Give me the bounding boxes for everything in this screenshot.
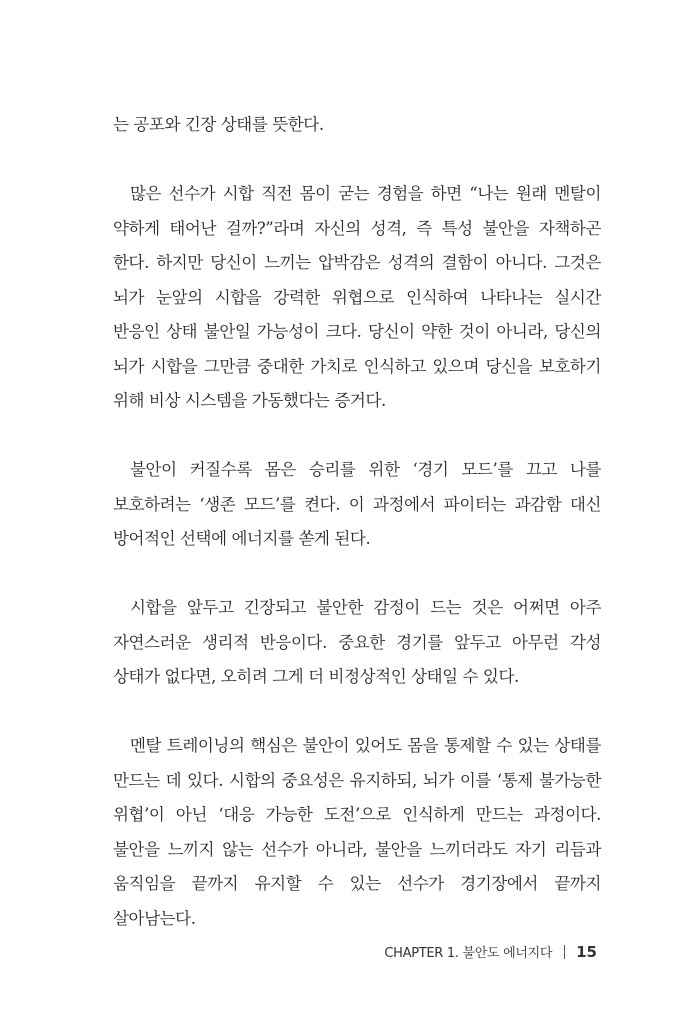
paragraph: 불안이 커질수록 몸은 승리를 위한 ‘경기 모드’를 끄고 나를 보호하려는 ‘생존 모드’를 켠다. 이 과정에서 파이터는 과감함 대신 방어적인 선택에 에너지를 쏟게 된다. — [113, 460, 601, 548]
body-text — [113, 108, 601, 971]
paragraph: 시합을 앞두고 긴장되고 불안한 감정이 드는 것은 어쩌면 아주 자연스러운 생리적 반응이다. 중요한 경기를 앞두고 아무런 각성 상태가 없다면, 오히려 그게 더 비정상적인 상태일 수 있다. — [113, 598, 601, 686]
page-number: 15 — [576, 942, 597, 961]
chapter-title: CHAPTER 1. 불안도 에너지다 — [384, 946, 553, 961]
footer-divider — [564, 945, 565, 959]
page-footer — [384, 942, 597, 961]
paragraph: 는 공포와 긴장 상태를 뜻한다. — [113, 115, 324, 134]
paragraph: 멘탈 트레이닝의 핵심은 불안이 있어도 몸을 통제할 수 있는 상태를 만드는 데 있다. 시합의 중요성은 유지하되, 뇌가 이를 ‘통제 불가능한 위협’이 아닌 ‘대응 가능한 도전’으로 인식하게 만드는 과정이다. 불안을 느끼지 않는 선수가 아니라, 불안을 느끼더라도 자기 리듬과 움직임을 끝까지 유지할 수 있는 선수가 경기장에서 끝까지 살아남는다. — [113, 736, 601, 928]
paragraph: 많은 선수가 시합 직전 몸이 굳는 경험을 하면 “나는 원래 멘탈이 약하게 태어난 걸까?”라며 자신의 성격, 즉 특성 불안을 자책하곤 한다. 하지만 당신이 느끼는 압박감은 성격의 결함이 아니다. 그것은 뇌가 눈앞의 시합을 강력한 위협으로 인식하여 나타나는 실시간 반응인 상태 불안일 가능성이 크다. 당신이 약한 것이 아니라, 당신의 뇌가 시합을 그만큼 중대한 가치로 인식하고 있으며 당신을 보호하기 위해 비상 시스템을 가동했다는 증거다. — [113, 184, 601, 410]
